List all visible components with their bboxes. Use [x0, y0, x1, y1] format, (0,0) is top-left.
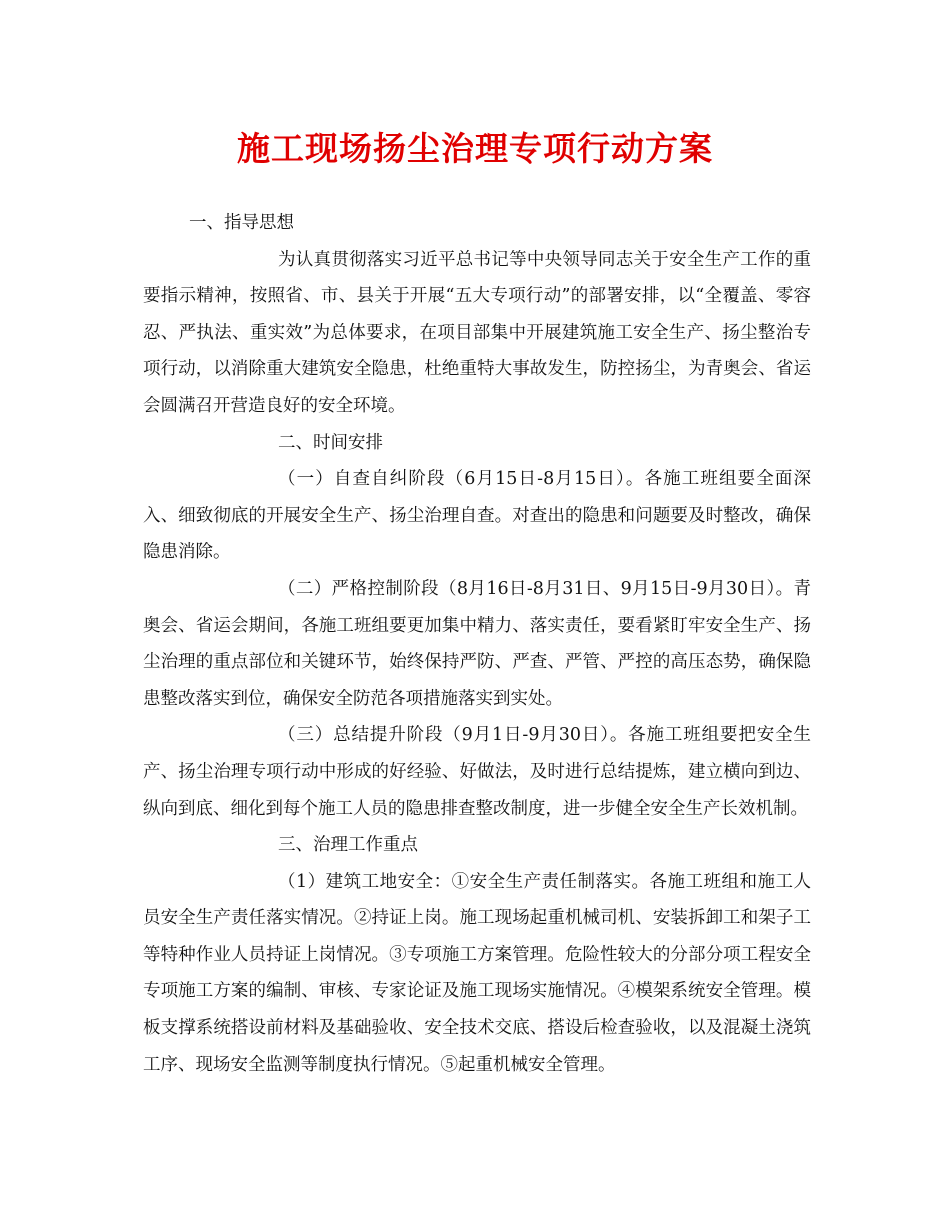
paragraph-schedule-stage-3: （三）总结提升阶段（9月1日-9月30日）。各施工班组要把安全生产、扬尘治理专项行动中形成的好经验、好做法，及时进行总结提炼，建立横向到边、纵向到底、细化到每个施工人员的隐患排查整改制度，进一步健全安全生产长效机制。	[143, 725, 811, 819]
paragraph-schedule-stage-2: （二）严格控制阶段（8月16日-8月31日、9月15日-9月30日）。青奥会、省运会期间，各施工班组要更加集中精力、落实责任，要看紧盯牢安全生产、扬尘治理的重点部位和关键环节，始终保持严防、严查、严管、严控的高压态势，确保隐患整改落实到位，确保安全防范各项措施落实到实处。	[143, 578, 811, 709]
document-body	[143, 205, 811, 1083]
paragraph-schedule-stage-1: （一）自查自纠阶段（6月15日-8月15日）。各施工班组要全面深入、细致彻底的开展安全生产、扬尘治理自查。对查出的隐患和问题要及时整改，确保隐患消除。	[143, 469, 811, 563]
paragraph-key-work-1: （1）建筑工地安全：①安全生产责任制落实。各施工班组和施工人员安全生产责任落实情况。②持证上岗。施工现场起重机械司机、安装拆卸工和架子工等特种作业人员持证上岗情况。③专项施工方案管理。危险性较大的分部分项工程安全专项施工方案的编制、审核、专家论证及施工现场实施情况。④模架系统安全管理。模板支撑系统搭设前材料及基础验收、安全技术交底、搭设后检查验收，以及混凝土浇筑工序、现场安全监测等制度执行情况。⑤起重机械安全管理。	[143, 871, 811, 1075]
document-title: 施工现场扬尘治理专项行动方案	[237, 129, 713, 168]
section-heading-key-work: 三、治理工作重点	[278, 835, 418, 856]
paragraph-guiding-ideology: 为认真贯彻落实习近平总书记等中央领导同志关于安全生产工作的重要指示精神，按照省、市、县关于开展“五大专项行动”的部署安排，以“全覆盖、零容忍、严执法、重实效”为总体要求，在项目部集中开展建筑施工安全生产、扬尘整治专项行动，以消除重大建筑安全隐患，杜绝重特大事故发生，防控扬尘，为青奥会、省运会圆满召开营造良好的安全环境。	[143, 249, 811, 416]
section-heading-guiding-ideology: 一、指导思想	[189, 213, 294, 233]
section-heading-schedule: 二、时间安排	[278, 432, 383, 453]
